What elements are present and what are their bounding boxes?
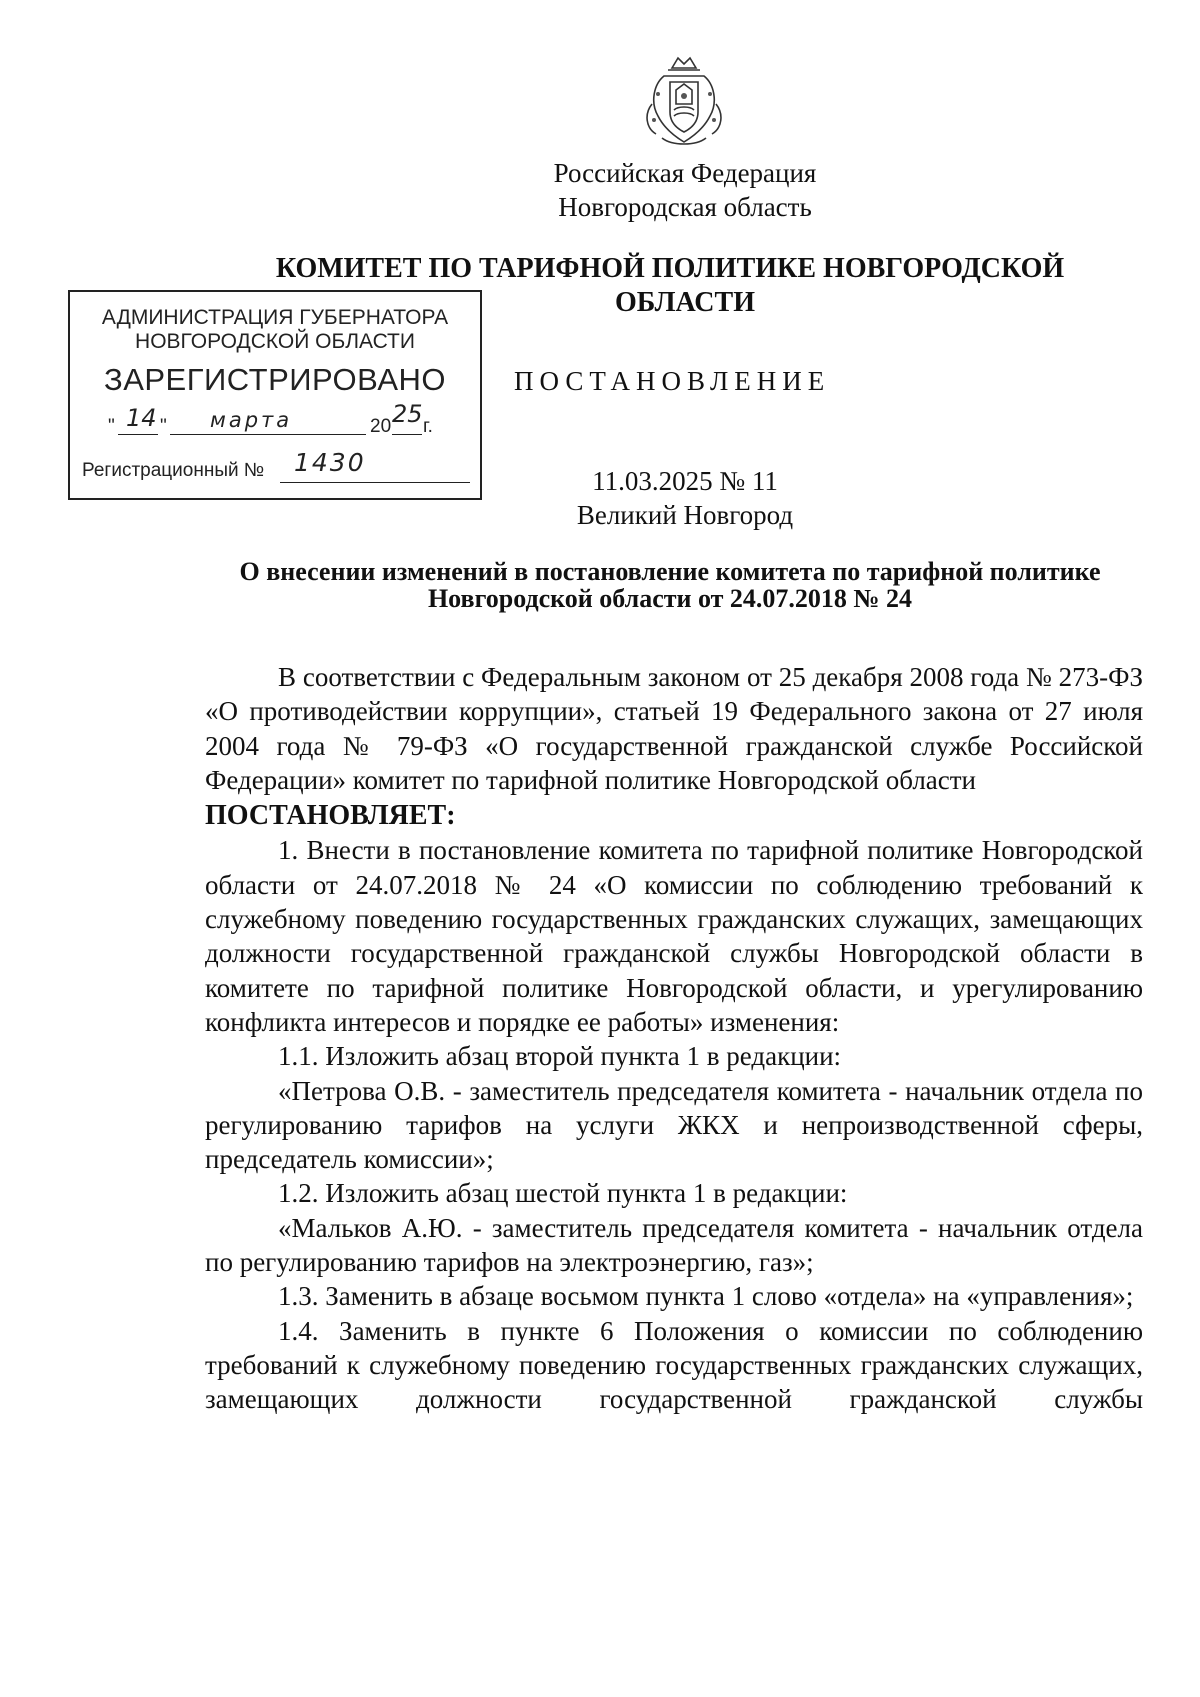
committee-title-line2: ОБЛАСТИ [615,287,755,318]
stamp-registered: ЗАРЕГИСТРИРОВАНО [103,362,446,397]
city: Великий Новгород [576,500,794,530]
stamp-reg-number: 1430 [294,448,366,477]
preamble-paragraph: В соответствии с Федеральным законом от 25 декабря 2008 года № 273-ФЗ «О противодействии коррупции», статьей 19 Федерального закона от 27 июля 2004 года № 79-ФЗ «О государственной гражданской службе Российской Федерации» комитет по тарифной политике Новгородской области [205,662,1143,795]
stamp-year: 25 [392,400,423,428]
doc-type: ПОСТАНОВЛЕНИЕ [514,366,831,396]
stamp-month-underline [170,434,366,435]
stamp-line1: АДМИНИСТРАЦИЯ ГУБЕРНАТОРА [101,306,449,329]
item-1-1: 1.1. Изложить абзац второй пункта 1 в редакции: [278,1041,842,1072]
region-line: Новгородская область [558,192,812,222]
stamp-month: марта [210,408,293,432]
item-1-1-text: «Петрова О.В. - заместитель председателя комитета - начальник отдела по регулированию тарифов на услуги ЖКХ и непроизводственной сферы, председатель комиссии»; [205,1075,1143,1175]
stamp-year-suffix: г. [423,416,433,437]
stamp-day: 14 [126,404,157,432]
date-number: 11.03.2025 № 11 [592,466,778,496]
stamp-reg-label: Регистрационный № [82,460,265,481]
stamp-year-underline [392,434,422,435]
item-1-3: 1.3. Заменить в абзаце восьмом пункта 1 слово «отдела» на «управления»; [278,1281,1134,1312]
country-line: Российская Федерация [553,158,817,188]
stamp-day-underline [118,434,158,435]
document-body [205,660,1143,1417]
stamp-quote-open: " [108,416,115,437]
item-1: 1. Внести в постановление комитета по тарифной политике Новгородской области от 24.07.2018 № 24 «О комиссии по соблюдению требований к служебному поведению государственных гражданских служащих, замещающих должности государственной гражданской службы Новгородской области в комитете по тарифной политике Новгородской области, и урегулированию конфликта интересов и порядке ее работы» изменения: [205,835,1143,1037]
item-1-2: 1.2. Изложить абзац шестой пункта 1 в редакции: [278,1178,848,1209]
item-1-2-text: «Мальков А.Ю. - заместитель председателя комитета - начальник отдела по регулированию тарифов на электроэнергию, газ»; [205,1212,1143,1278]
subject-line2: Новгородской области от 24.07.2018 № 24 [427,584,913,613]
stamp-quote-close: " [160,416,167,437]
item-1-4: 1.4. Заменить в пункте 6 Положения о комиссии по соблюдению требований к служебному поведению государственных гражданских служащих, замещающих должности государственной гражданской службы [205,1315,1143,1415]
subject-line1: О внесении изменений в постановление комитета по тарифной политике [239,557,1101,586]
resolves-heading: ПОСТАНОВЛЯЕТ: [205,800,456,832]
registration-stamp [68,290,482,500]
committee-title-line1: КОМИТЕТ ПО ТАРИФНОЙ ПОЛИТИКЕ НОВГОРОДСКОЙ [275,253,1065,284]
stamp-year-prefix: 20 [370,416,392,437]
coat-of-arms-emblem [638,54,730,154]
stamp-line2: НОВГОРОДСКОЙ ОБЛАСТИ [135,330,415,353]
